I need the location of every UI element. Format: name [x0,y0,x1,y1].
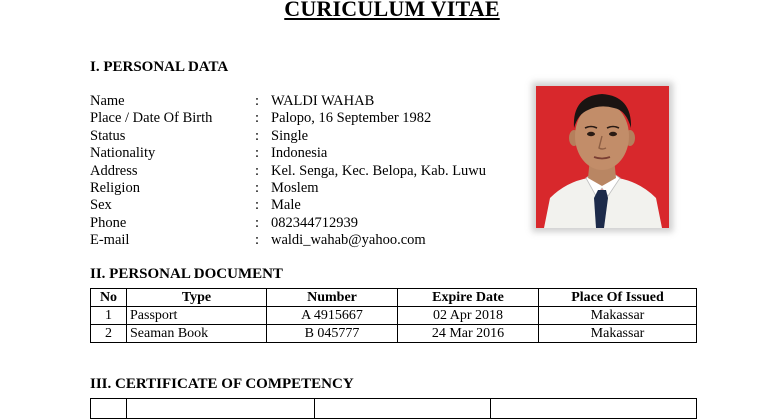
field-value: Kel. Senga, Kec. Belopa, Kab. Luwu [271,162,487,179]
field-colon: : [255,232,260,249]
cell-number: A 4915667 [267,307,398,325]
field-label: Status [90,127,126,144]
certificate-table-partial [90,398,697,419]
cell-no: 1 [91,307,127,325]
field-colon: : [255,93,260,109]
field-value: WALDI WAHAB [271,93,375,109]
field-label: Address [90,162,138,179]
field-value: Moslem [271,180,319,196]
column-header-type: Type [127,289,267,307]
cell-place-of-issued: Makassar [539,325,697,343]
cell-no: 2 [91,325,127,343]
personal-document-heading: II. PERSONAL DOCUMENT [90,266,283,282]
column-header-no: No [91,289,127,307]
field-colon: : [255,214,260,231]
field-label: Place / Date Of Birth [90,110,213,127]
table-row [91,325,697,343]
field-value: 082344712939 [271,214,358,231]
cell-expire-date: 02 Apr 2018 [398,307,539,325]
column-header-number: Number [267,289,398,307]
field-value: waldi_wahab@yahoo.com [271,232,426,249]
column-header-expire-date: Expire Date [398,289,539,307]
field-colon: : [255,180,260,196]
field-colon: : [255,127,260,144]
table-header-row [91,399,697,419]
field-value: Single [271,127,309,144]
table-header-cell [127,399,315,419]
personal-data-heading: I. PERSONAL DATA [90,59,229,75]
table-header-row [91,289,697,307]
field-label: Religion [90,180,140,196]
field-colon: : [255,110,260,127]
cell-expire-date: 24 Mar 2016 [398,325,539,343]
cell-type: Passport [127,307,267,325]
field-value: Indonesia [271,145,328,162]
table-row [91,307,697,325]
field-label: Nationality [90,145,156,162]
profile-photo [536,86,669,228]
field-label: E-mail [90,232,130,249]
field-colon: : [255,197,260,214]
cell-number: B 045777 [267,325,398,343]
field-value: Palopo, 16 September 1982 [271,110,432,127]
table-header-cell [315,399,491,419]
field-colon: : [255,162,260,179]
personal-document-table [90,288,697,343]
certificate-heading: III. CERTIFICATE OF COMPETENCY [90,376,354,392]
field-value: Male [271,197,301,214]
column-header-place-of-issued: Place Of Issued [539,289,697,307]
field-label: Phone [90,214,127,231]
field-label: Name [90,93,125,109]
field-colon: : [255,145,260,162]
cell-type: Seaman Book [127,325,267,343]
portrait-image [536,86,669,228]
document-title: CURICULUM VITAE [284,0,500,21]
table-header-cell [491,399,697,419]
cell-place-of-issued: Makassar [539,307,697,325]
table-header-cell [91,399,127,419]
field-label: Sex [90,197,112,214]
